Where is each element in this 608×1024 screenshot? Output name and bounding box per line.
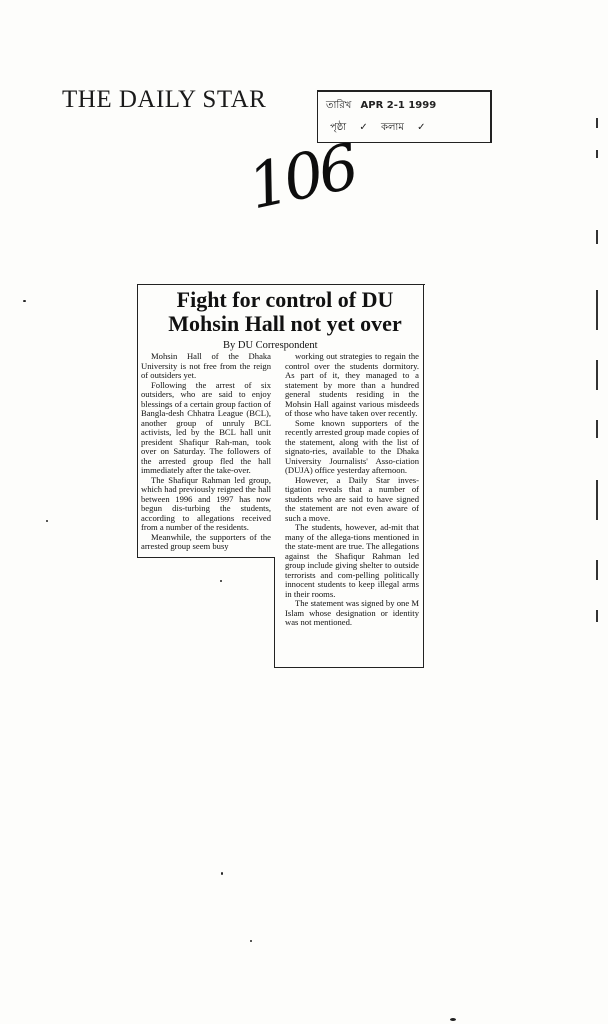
edge-mark — [596, 480, 598, 520]
edge-mark — [596, 230, 598, 244]
article-clipping — [137, 284, 427, 668]
edge-mark — [596, 420, 598, 438]
clip-border-bottom — [274, 667, 424, 668]
article-headline — [147, 288, 423, 336]
handwritten-page-number: 106 — [242, 129, 362, 224]
clip-border-step — [137, 557, 275, 558]
headline-line-1: Fight for control of DU — [176, 287, 394, 312]
edge-mark — [596, 360, 598, 390]
article-paragraph: The statement was signed by one M Islam whose designation or identity was not mentioned. — [285, 598, 419, 627]
scan-edge-marks — [592, 0, 608, 1024]
article-byline: By DU Correspondent — [223, 340, 318, 351]
stamp-tick-mark: ✓ — [359, 122, 368, 133]
clip-border-top — [137, 284, 425, 285]
article-column-left — [141, 352, 271, 552]
scan-speck — [450, 1018, 456, 1021]
article-paragraph: Meanwhile, the supporters of the arrested group seem busy — [141, 531, 271, 551]
stamp-date-label: তারিখ — [326, 100, 352, 111]
edge-mark — [596, 560, 598, 580]
scan-speck — [220, 580, 222, 582]
clip-border-left — [137, 284, 138, 558]
scan-speck — [46, 520, 48, 522]
article-paragraph: Following the arrest of six outsiders, who are said to enjoy blessings of a certain group faction of Bangla-desh Chhatra League (BCL), another group of unruly BCL activists, led by the BCL hall unit president Shafiqur Rah-man, took over on Saturday. The followers of the arrested group fled the hall immediately after the take-over. — [141, 379, 271, 475]
scan-speck — [23, 300, 26, 302]
article-paragraph: The students, however, ad-mit that many of the allega-tions mentioned in the state-ment are true. The allegations against the Shafiqur Rahman led group include giving shelter to outside terrorists and com-pelling politically innocent students to keep illegal arms in their rooms. — [285, 522, 419, 599]
clip-border-mid — [274, 557, 275, 668]
stamp-page-label: পৃষ্ঠা — [330, 122, 347, 133]
article-paragraph: working out strategies to regain the control over the students dormitory. As part of it, they managed to a statement by more than a hundred general students residing in the Mohsin Hall against various misdeeds of those who have taken over recently. — [285, 351, 419, 418]
scan-speck — [250, 940, 252, 942]
edge-mark — [596, 290, 598, 330]
stamp-tick-mark-2: ✓ — [417, 122, 426, 133]
newspaper-masthead: THE DAILY STAR — [62, 86, 267, 113]
headline-line-2: Mohsin Hall not yet over — [168, 311, 402, 336]
scan-speck — [221, 872, 223, 875]
stamp-column-label: কলাম — [380, 122, 404, 133]
article-paragraph: Mohsin Hall of the Dhaka University is not free from the reign of outsiders yet. — [141, 351, 271, 380]
edge-mark — [596, 150, 598, 158]
article-paragraph: The Shafiqur Rahman led group, which had previously reigned the hall between 1996 and 1997 has now begun dis-turbing the students, according to allegations received from a number of the residents. — [141, 474, 271, 532]
article-paragraph: Some known supporters of the recently arrested group made copies of the statement, along with the list of signato-ries, available to the Dhaka University Journalists' Asso-ciation (DUJA) office yesterday afternoon. — [285, 417, 419, 475]
article-paragraph: However, a Daily Star inves-tigation reveals that a number of students who are said to have signed the statement are not even aware of such a move. — [285, 474, 419, 523]
stamp-date-value: APR 2-1 1999 — [360, 100, 437, 111]
clip-border-right — [423, 284, 424, 668]
edge-mark — [596, 610, 598, 622]
article-column-right — [285, 352, 419, 628]
edge-mark — [596, 118, 598, 128]
